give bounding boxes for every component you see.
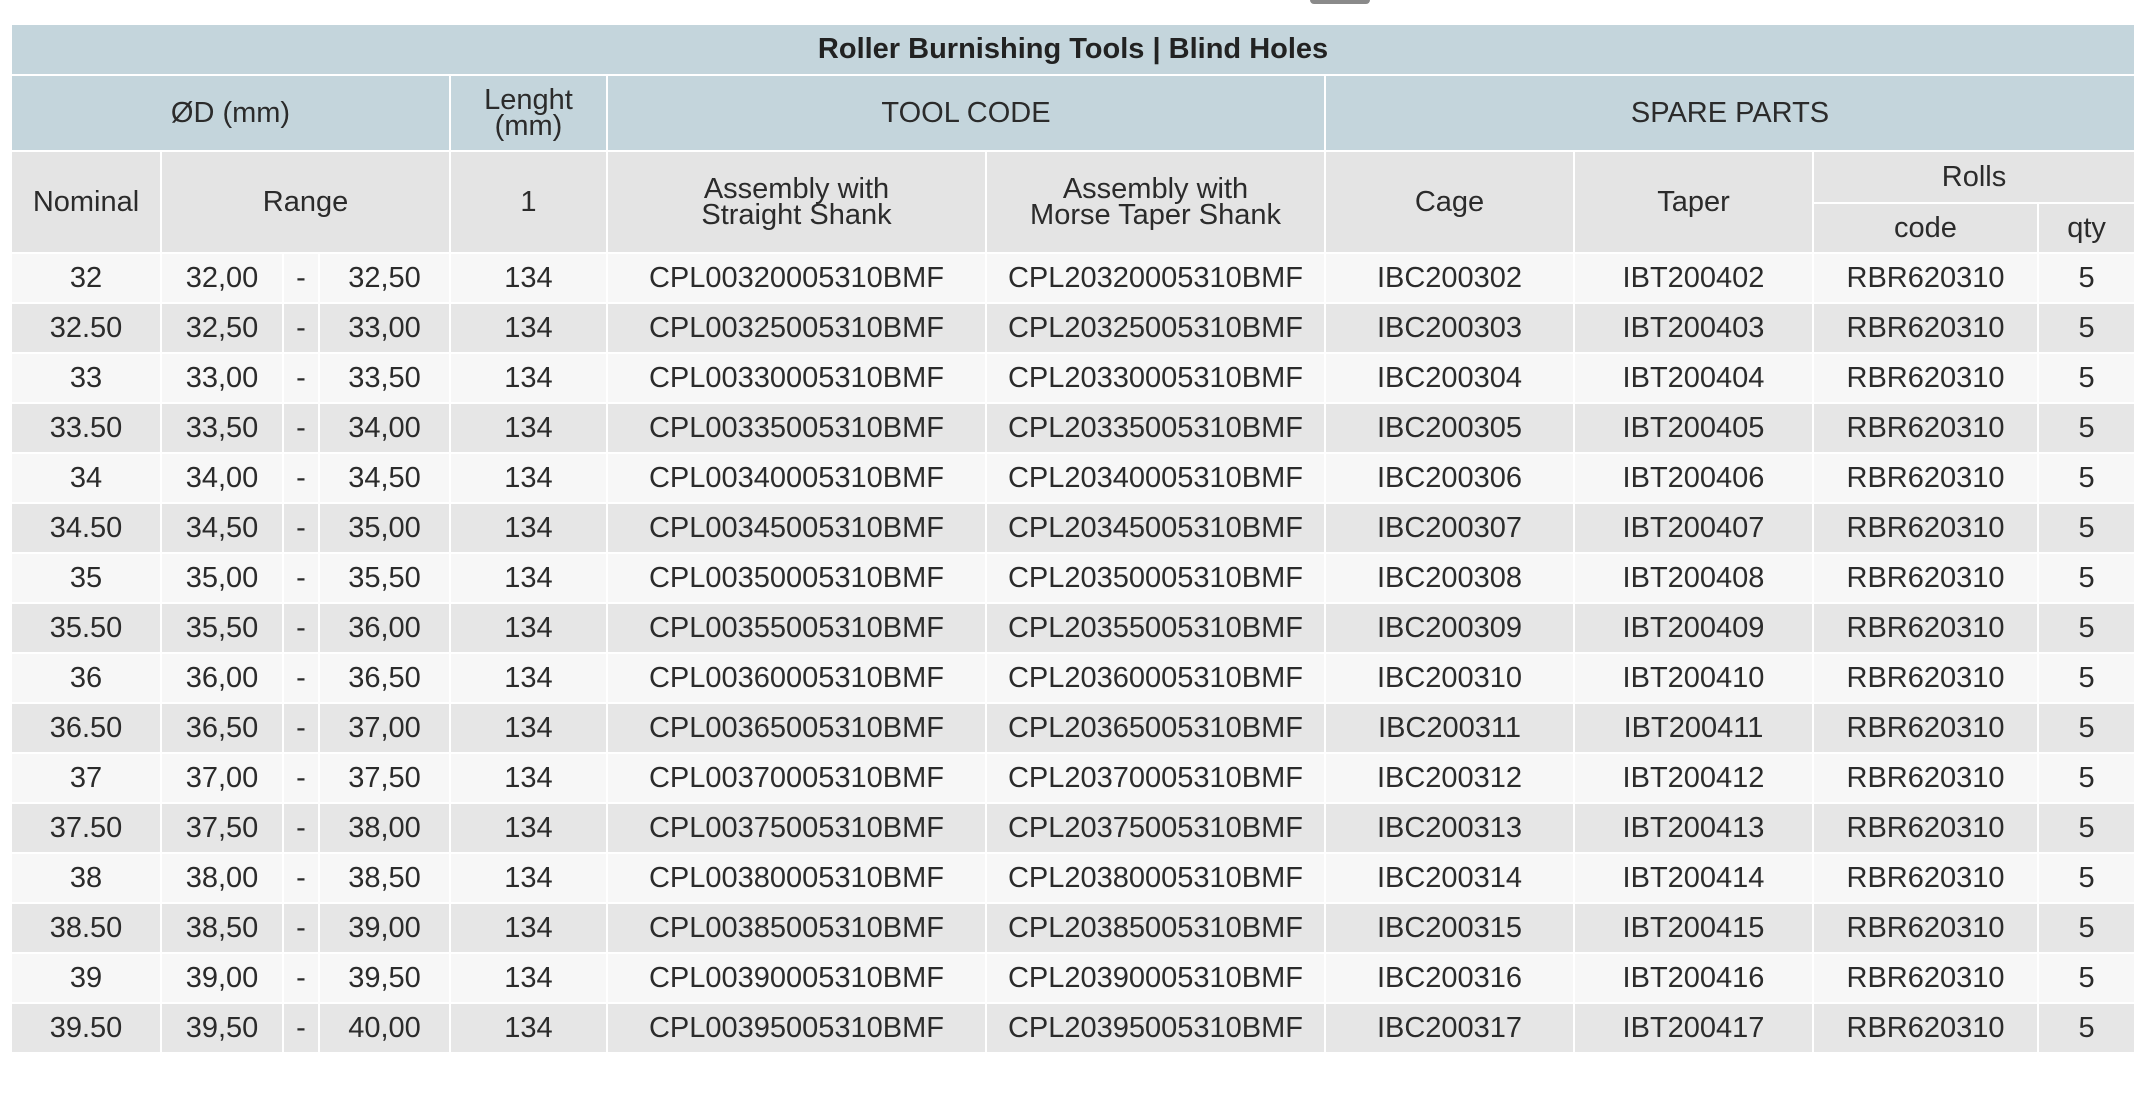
rolls-qty-cell: 5	[2038, 853, 2135, 903]
rolls-code-cell: RBR620310	[1813, 603, 2038, 653]
length-cell: 134	[450, 303, 607, 353]
cage-code-cell: IBC200306	[1325, 453, 1574, 503]
length-cell: 134	[450, 703, 607, 753]
morse-taper-shank-header	[986, 151, 1325, 253]
range-max-cell: 37,50	[319, 753, 450, 803]
morse-taper-code-cell: CPL20335005310BMF	[986, 403, 1325, 453]
table-row	[11, 703, 2135, 753]
cage-code-cell: IBC200305	[1325, 403, 1574, 453]
table-row	[11, 853, 2135, 903]
range-max-cell: 32,50	[319, 253, 450, 303]
rolls-code-header: code	[1813, 203, 2038, 253]
rolls-qty-cell: 5	[2038, 703, 2135, 753]
rolls-code-cell: RBR620310	[1813, 453, 2038, 503]
cage-code-cell: IBC200312	[1325, 753, 1574, 803]
length-cell: 134	[450, 553, 607, 603]
morse-taper-shank-header-line1: Assembly with	[1062, 173, 1249, 205]
table-row	[11, 603, 2135, 653]
cage-code-cell: IBC200310	[1325, 653, 1574, 703]
morse-taper-shank-header-line2: Morse Taper Shank	[1030, 199, 1281, 231]
morse-taper-code-cell: CPL20320005310BMF	[986, 253, 1325, 303]
rolls-code-cell: RBR620310	[1813, 853, 2038, 903]
length-subheader: 1	[450, 151, 607, 253]
taper-code-cell: IBT200409	[1574, 603, 1813, 653]
taper-code-cell: IBT200407	[1574, 503, 1813, 553]
table-row	[11, 453, 2135, 503]
length-cell: 134	[450, 953, 607, 1003]
length-cell: 134	[450, 853, 607, 903]
length-cell: 134	[450, 903, 607, 953]
cage-code-cell: IBC200303	[1325, 303, 1574, 353]
table-row	[11, 1003, 2135, 1053]
range-separator-cell: -	[283, 903, 319, 953]
range-min-cell: 35,50	[161, 603, 283, 653]
range-max-cell: 33,50	[319, 353, 450, 403]
range-max-cell: 39,00	[319, 903, 450, 953]
range-separator-cell: -	[283, 953, 319, 1003]
rolls-code-cell: RBR620310	[1813, 503, 2038, 553]
rolls-qty-cell: 5	[2038, 1003, 2135, 1053]
tool-code-group-header: TOOL CODE	[607, 75, 1325, 151]
taper-code-cell: IBT200417	[1574, 1003, 1813, 1053]
straight-shank-code-cell: CPL00370005310BMF	[607, 753, 986, 803]
cage-code-cell: IBC200314	[1325, 853, 1574, 903]
range-separator-cell: -	[283, 753, 319, 803]
nominal-cell: 39.50	[11, 1003, 161, 1053]
range-max-cell: 36,50	[319, 653, 450, 703]
table-row	[11, 803, 2135, 853]
range-min-cell: 37,00	[161, 753, 283, 803]
length-cell: 134	[450, 1003, 607, 1053]
taper-code-cell: IBT200410	[1574, 653, 1813, 703]
range-separator-cell: -	[283, 803, 319, 853]
range-header: Range	[161, 151, 450, 253]
nominal-cell: 34.50	[11, 503, 161, 553]
taper-code-cell: IBT200402	[1574, 253, 1813, 303]
length-header-line2: (mm)	[494, 110, 563, 142]
range-separator-cell: -	[283, 653, 319, 703]
range-max-cell: 34,00	[319, 403, 450, 453]
taper-code-cell: IBT200408	[1574, 553, 1813, 603]
rolls-code-cell: RBR620310	[1813, 1003, 2038, 1053]
rolls-qty-cell: 5	[2038, 653, 2135, 703]
straight-shank-code-cell: CPL00380005310BMF	[607, 853, 986, 903]
range-max-cell: 36,00	[319, 603, 450, 653]
range-min-cell: 38,50	[161, 903, 283, 953]
range-max-cell: 38,50	[319, 853, 450, 903]
morse-taper-code-cell: CPL20330005310BMF	[986, 353, 1325, 403]
table-body	[11, 253, 2135, 1053]
cage-header: Cage	[1325, 151, 1574, 253]
morse-taper-code-cell: CPL20345005310BMF	[986, 503, 1325, 553]
morse-taper-code-cell: CPL20355005310BMF	[986, 603, 1325, 653]
straight-shank-code-cell: CPL00330005310BMF	[607, 353, 986, 403]
range-max-cell: 40,00	[319, 1003, 450, 1053]
nominal-cell: 35	[11, 553, 161, 603]
range-separator-cell: -	[283, 553, 319, 603]
length-cell: 134	[450, 503, 607, 553]
length-cell: 134	[450, 253, 607, 303]
rolls-qty-cell: 5	[2038, 753, 2135, 803]
title-row	[11, 24, 2135, 75]
taper-code-cell: IBT200403	[1574, 303, 1813, 353]
taper-code-cell: IBT200413	[1574, 803, 1813, 853]
length-cell: 134	[450, 453, 607, 503]
rolls-code-cell: RBR620310	[1813, 953, 2038, 1003]
nominal-cell: 39	[11, 953, 161, 1003]
nominal-header: Nominal	[11, 151, 161, 253]
range-min-cell: 39,50	[161, 1003, 283, 1053]
morse-taper-code-cell: CPL20395005310BMF	[986, 1003, 1325, 1053]
nominal-cell: 32.50	[11, 303, 161, 353]
morse-taper-code-cell: CPL20340005310BMF	[986, 453, 1325, 503]
morse-taper-code-cell: CPL20350005310BMF	[986, 553, 1325, 603]
length-cell: 134	[450, 403, 607, 453]
morse-taper-code-cell: CPL20325005310BMF	[986, 303, 1325, 353]
taper-code-cell: IBT200406	[1574, 453, 1813, 503]
range-max-cell: 38,00	[319, 803, 450, 853]
rolls-qty-header: qty	[2038, 203, 2135, 253]
range-min-cell: 32,00	[161, 253, 283, 303]
range-separator-cell: -	[283, 603, 319, 653]
cage-code-cell: IBC200309	[1325, 603, 1574, 653]
rolls-code-cell: RBR620310	[1813, 803, 2038, 853]
diameter-group-header: ØD (mm)	[11, 75, 450, 151]
range-max-cell: 34,50	[319, 453, 450, 503]
taper-code-cell: IBT200404	[1574, 353, 1813, 403]
nominal-cell: 37	[11, 753, 161, 803]
morse-taper-code-cell: CPL20380005310BMF	[986, 853, 1325, 903]
range-separator-cell: -	[283, 403, 319, 453]
range-min-cell: 36,00	[161, 653, 283, 703]
table-row	[11, 403, 2135, 453]
rolls-qty-cell: 5	[2038, 503, 2135, 553]
range-max-cell: 33,00	[319, 303, 450, 353]
table-row	[11, 553, 2135, 603]
cage-code-cell: IBC200313	[1325, 803, 1574, 853]
taper-code-cell: IBT200414	[1574, 853, 1813, 903]
morse-taper-code-cell: CPL20365005310BMF	[986, 703, 1325, 753]
straight-shank-code-cell: CPL00320005310BMF	[607, 253, 986, 303]
length-cell: 134	[450, 803, 607, 853]
cage-code-cell: IBC200304	[1325, 353, 1574, 403]
rolls-qty-cell: 5	[2038, 403, 2135, 453]
decorative-fragment	[1310, 0, 1370, 4]
roller-burnishing-tools-table	[10, 23, 2136, 1054]
straight-shank-code-cell: CPL00390005310BMF	[607, 953, 986, 1003]
subheader-row	[11, 151, 2135, 203]
rolls-code-cell: RBR620310	[1813, 653, 2038, 703]
range-min-cell: 39,00	[161, 953, 283, 1003]
length-cell: 134	[450, 653, 607, 703]
range-separator-cell: -	[283, 303, 319, 353]
range-separator-cell: -	[283, 453, 319, 503]
cage-code-cell: IBC200302	[1325, 253, 1574, 303]
rolls-qty-cell: 5	[2038, 603, 2135, 653]
rolls-code-cell: RBR620310	[1813, 403, 2038, 453]
straight-shank-code-cell: CPL00375005310BMF	[607, 803, 986, 853]
length-cell: 134	[450, 753, 607, 803]
straight-shank-code-cell: CPL00325005310BMF	[607, 303, 986, 353]
range-min-cell: 36,50	[161, 703, 283, 753]
nominal-cell: 38	[11, 853, 161, 903]
straight-shank-code-cell: CPL00355005310BMF	[607, 603, 986, 653]
length-cell: 134	[450, 603, 607, 653]
rolls-qty-cell: 5	[2038, 953, 2135, 1003]
nominal-cell: 34	[11, 453, 161, 503]
cage-code-cell: IBC200308	[1325, 553, 1574, 603]
rolls-code-cell: RBR620310	[1813, 353, 2038, 403]
range-separator-cell: -	[283, 703, 319, 753]
cage-code-cell: IBC200316	[1325, 953, 1574, 1003]
taper-code-cell: IBT200416	[1574, 953, 1813, 1003]
rolls-code-cell: RBR620310	[1813, 553, 2038, 603]
range-min-cell: 32,50	[161, 303, 283, 353]
nominal-cell: 36	[11, 653, 161, 703]
range-separator-cell: -	[283, 853, 319, 903]
range-min-cell: 34,50	[161, 503, 283, 553]
rolls-code-cell: RBR620310	[1813, 303, 2038, 353]
rolls-qty-cell: 5	[2038, 903, 2135, 953]
rolls-code-cell: RBR620310	[1813, 903, 2038, 953]
morse-taper-code-cell: CPL20370005310BMF	[986, 753, 1325, 803]
straight-shank-code-cell: CPL00345005310BMF	[607, 503, 986, 553]
rolls-qty-cell: 5	[2038, 253, 2135, 303]
table-row	[11, 953, 2135, 1003]
straight-shank-code-cell: CPL00395005310BMF	[607, 1003, 986, 1053]
length-header-line1: Lenght	[484, 84, 573, 116]
rolls-code-cell: RBR620310	[1813, 253, 2038, 303]
cage-code-cell: IBC200307	[1325, 503, 1574, 553]
group-header-row	[11, 75, 2135, 151]
length-group-header	[450, 75, 607, 151]
morse-taper-code-cell: CPL20390005310BMF	[986, 953, 1325, 1003]
taper-code-cell: IBT200412	[1574, 753, 1813, 803]
length-cell: 134	[450, 353, 607, 403]
range-max-cell: 37,00	[319, 703, 450, 753]
spare-parts-group-header: SPARE PARTS	[1325, 75, 2135, 151]
range-max-cell: 39,50	[319, 953, 450, 1003]
table-row	[11, 653, 2135, 703]
cage-code-cell: IBC200315	[1325, 903, 1574, 953]
nominal-cell: 33	[11, 353, 161, 403]
rolls-qty-cell: 5	[2038, 353, 2135, 403]
straight-shank-code-cell: CPL00335005310BMF	[607, 403, 986, 453]
taper-header: Taper	[1574, 151, 1813, 253]
rolls-qty-cell: 5	[2038, 303, 2135, 353]
nominal-cell: 32	[11, 253, 161, 303]
taper-code-cell: IBT200405	[1574, 403, 1813, 453]
table-row	[11, 303, 2135, 353]
range-separator-cell: -	[283, 503, 319, 553]
straight-shank-code-cell: CPL00360005310BMF	[607, 653, 986, 703]
straight-shank-header	[607, 151, 986, 253]
straight-shank-header-line2: Straight Shank	[701, 199, 892, 231]
range-min-cell: 34,00	[161, 453, 283, 503]
table-row	[11, 353, 2135, 403]
rolls-qty-cell: 5	[2038, 453, 2135, 503]
nominal-cell: 36.50	[11, 703, 161, 753]
morse-taper-code-cell: CPL20375005310BMF	[986, 803, 1325, 853]
straight-shank-code-cell: CPL00350005310BMF	[607, 553, 986, 603]
table-title: Roller Burnishing Tools | Blind Holes	[11, 24, 2135, 75]
table-row	[11, 903, 2135, 953]
table-row	[11, 253, 2135, 303]
rolls-qty-cell: 5	[2038, 803, 2135, 853]
range-min-cell: 35,00	[161, 553, 283, 603]
taper-code-cell: IBT200411	[1574, 703, 1813, 753]
straight-shank-code-cell: CPL00340005310BMF	[607, 453, 986, 503]
range-separator-cell: -	[283, 1003, 319, 1053]
range-max-cell: 35,00	[319, 503, 450, 553]
rolls-header: Rolls	[1813, 151, 2135, 203]
rolls-code-cell: RBR620310	[1813, 753, 2038, 803]
straight-shank-header-line1: Assembly with	[703, 173, 890, 205]
rolls-qty-cell: 5	[2038, 553, 2135, 603]
rolls-code-cell: RBR620310	[1813, 703, 2038, 753]
range-min-cell: 33,00	[161, 353, 283, 403]
range-min-cell: 37,50	[161, 803, 283, 853]
range-max-cell: 35,50	[319, 553, 450, 603]
table-row	[11, 753, 2135, 803]
nominal-cell: 38.50	[11, 903, 161, 953]
nominal-cell: 37.50	[11, 803, 161, 853]
range-separator-cell: -	[283, 253, 319, 303]
straight-shank-code-cell: CPL00365005310BMF	[607, 703, 986, 753]
straight-shank-code-cell: CPL00385005310BMF	[607, 903, 986, 953]
nominal-cell: 35.50	[11, 603, 161, 653]
morse-taper-code-cell: CPL20360005310BMF	[986, 653, 1325, 703]
range-min-cell: 33,50	[161, 403, 283, 453]
nominal-cell: 33.50	[11, 403, 161, 453]
range-separator-cell: -	[283, 353, 319, 403]
table-row	[11, 503, 2135, 553]
cage-code-cell: IBC200317	[1325, 1003, 1574, 1053]
morse-taper-code-cell: CPL20385005310BMF	[986, 903, 1325, 953]
range-min-cell: 38,00	[161, 853, 283, 903]
taper-code-cell: IBT200415	[1574, 903, 1813, 953]
cage-code-cell: IBC200311	[1325, 703, 1574, 753]
